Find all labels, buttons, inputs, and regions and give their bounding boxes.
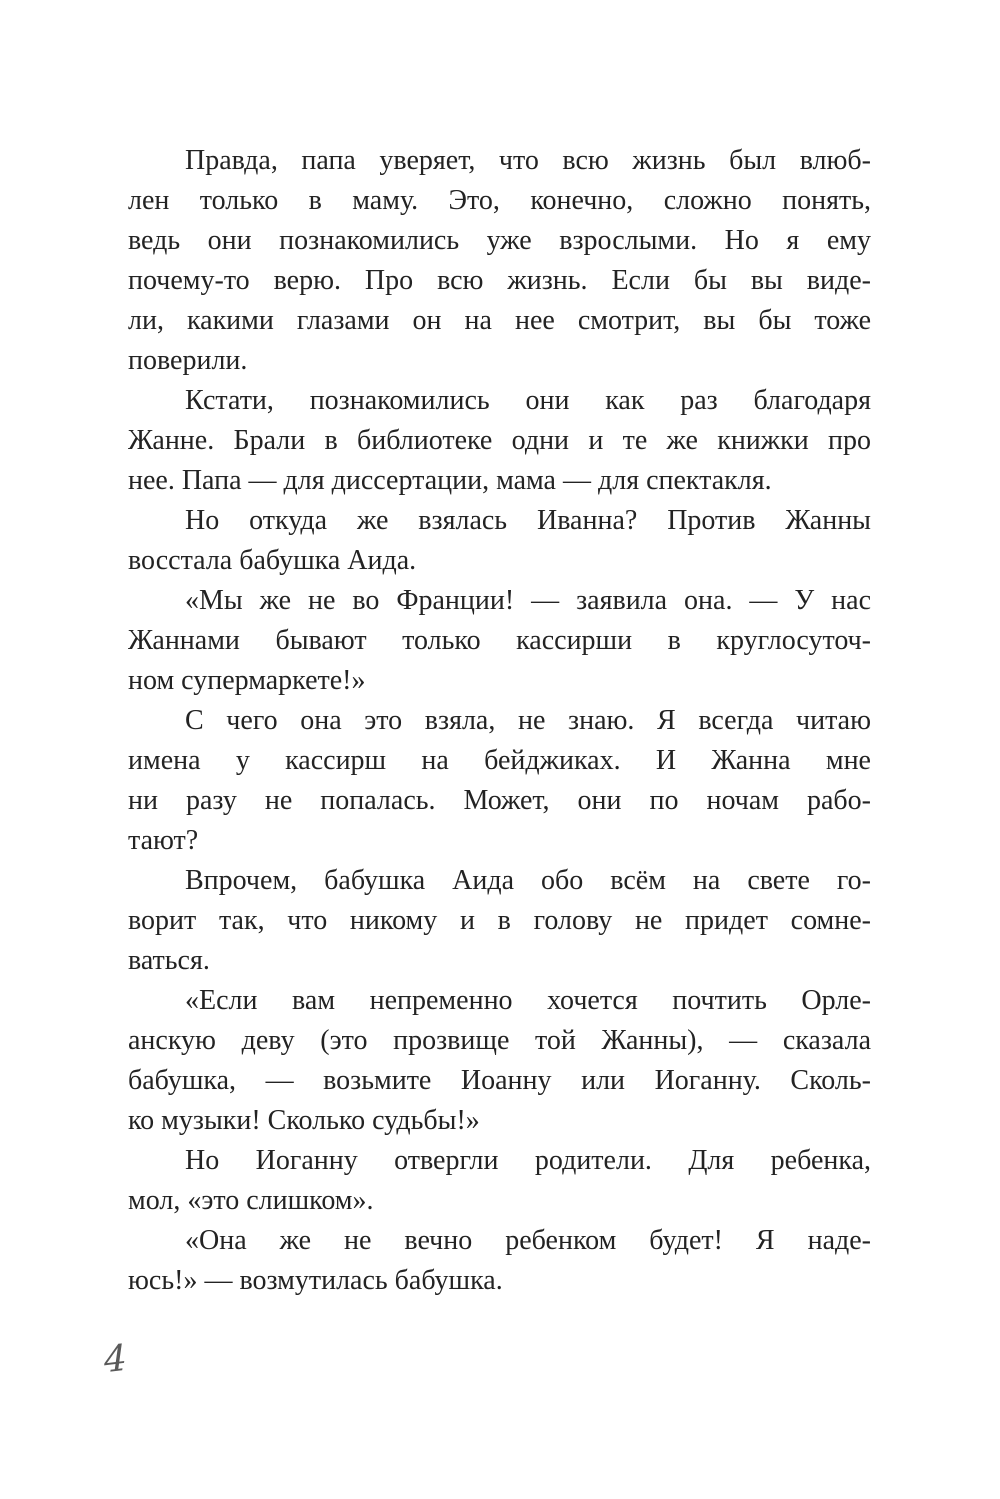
text-line: «Она же не вечно ребенком будет! Я наде- <box>185 1225 871 1256</box>
paragraph <box>128 141 871 381</box>
text-line: нее. Папа — для диссертации, мама — для спектакля. <box>128 465 772 496</box>
text-line: юсь!» — возмутилась бабушка. <box>128 1265 503 1296</box>
text-line: тают? <box>128 825 199 856</box>
text-line: Кстати, познакомились они как раз благодаря <box>185 385 871 416</box>
text-line: Но Иоганну отвергли родители. Для ребенка, <box>185 1145 871 1176</box>
text-line: лен только в маму. Это, конечно, сложно понять, <box>128 185 871 216</box>
text-line: ведь они познакомились уже взрослыми. Но я ему <box>128 225 871 256</box>
text-line: почему-то верю. Про всю жизнь. Если бы вы виде- <box>128 265 871 296</box>
paragraph <box>128 501 871 581</box>
text-line: «Если вам непременно хочется почтить Орле- <box>185 985 871 1016</box>
text-line: ни разу не попалась. Может, они по ночам рабо- <box>128 785 871 816</box>
text-line: ворит так, что никому и в голову не придет сомне- <box>128 905 871 936</box>
text-line: имена у кассирш на бейджиках. И Жанна мне <box>128 745 871 776</box>
text-line: Но откуда же взялась Иванна? Против Жанны <box>185 505 871 536</box>
paragraph <box>128 701 871 861</box>
page-number: 4 <box>102 1337 128 1382</box>
paragraph <box>128 381 871 501</box>
text-line: ном супермаркете!» <box>128 665 366 696</box>
paragraph <box>128 1141 871 1221</box>
text-block <box>128 141 871 1301</box>
text-line: бабушка, — возьмите Иоанну или Иоганну. Сколь- <box>128 1065 871 1096</box>
text-line: Впрочем, бабушка Аида обо всём на свете го- <box>185 865 871 896</box>
paragraph <box>128 1221 871 1301</box>
text-line: ли, какими глазами он на нее смотрит, вы бы тоже <box>128 305 871 336</box>
text-line: ваться. <box>128 945 210 976</box>
text-line: Правда, папа уверяет, что всю жизнь был влюб- <box>185 145 871 176</box>
text-line: «Мы же не во Франции! — заявила она. — У нас <box>185 585 871 616</box>
text-line: С чего она это взяла, не знаю. Я всегда читаю <box>185 705 871 736</box>
text-line: восстала бабушка Аида. <box>128 545 417 576</box>
text-line: анскую деву (это прозвище той Жанны), — сказала <box>128 1025 871 1056</box>
text-line: поверили. <box>128 345 248 376</box>
text-line: Жаннами бывают только кассирши в круглосуточ- <box>128 625 871 656</box>
text-line: Жанне. Брали в библиотеке одни и те же книжки про <box>128 425 871 456</box>
text-line: мол, «это слишком». <box>128 1185 374 1216</box>
text-line: ко музыки! Сколько судьбы!» <box>128 1105 480 1136</box>
paragraph <box>128 981 871 1141</box>
paragraph <box>128 861 871 981</box>
paragraph <box>128 581 871 701</box>
